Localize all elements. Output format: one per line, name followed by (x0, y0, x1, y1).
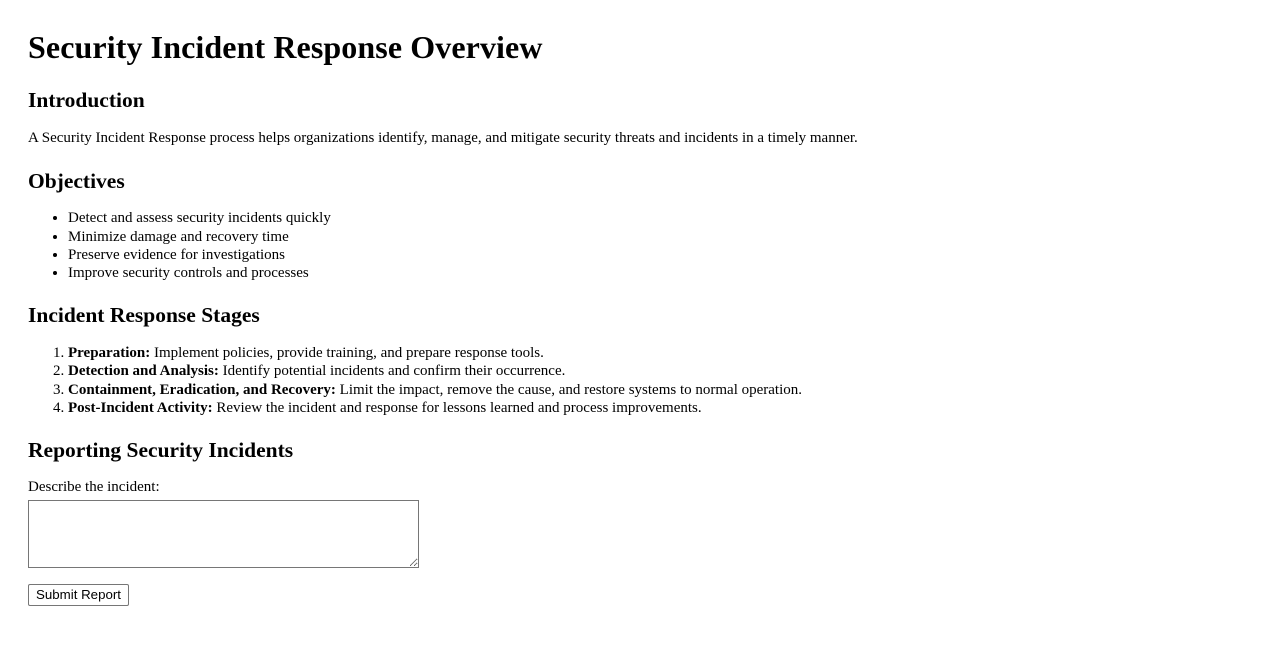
list-item (68, 362, 1250, 380)
section-heading-reporting-security-incidents: Reporting Security Incidents (28, 438, 294, 463)
section-heading-introduction: Introduction (28, 88, 145, 113)
incident-description-input[interactable] (28, 500, 419, 568)
list-item: • Minimize damage and recovery time (68, 228, 1250, 246)
objectives-list (28, 209, 1250, 282)
stage-name: Containment, Eradication, and Recovery: (68, 381, 336, 398)
incident-report-form (28, 479, 1250, 606)
stage-name: Preparation: (68, 345, 151, 362)
list-item (68, 344, 1250, 362)
submit-report-button[interactable]: Submit Report (28, 584, 129, 606)
stages-list (28, 344, 1250, 417)
list-item: • Preserve evidence for investigations (68, 246, 1250, 264)
stage-description: Implement policies, provide training, and prepare response tools. (153, 345, 544, 362)
page-title: Security Incident Response Overview (28, 29, 543, 65)
incident-description-label: Describe the incident: (28, 478, 160, 495)
stage-description: Identify potential incidents and confirm their occurrence. (222, 363, 566, 380)
stage-name: Post-Incident Activity: (68, 399, 213, 416)
introduction-paragraph: A Security Incident Response process helps organizations identify, manage, and mitigate security threats and incidents in a timely manner. (28, 129, 858, 146)
section-heading-objectives: Objectives (28, 168, 125, 193)
list-item (68, 381, 1250, 399)
stage-description: Limit the impact, remove the cause, and restore systems to normal operation. (339, 381, 803, 398)
stage-name: Detection and Analysis: (68, 363, 219, 380)
list-item: • Detect and assess security incidents quickly (68, 209, 1250, 227)
stage-description: Review the incident and response for lessons learned and process improvements. (216, 399, 702, 416)
section-heading-incident-response-stages: Incident Response Stages (28, 303, 260, 328)
list-item (68, 399, 1250, 417)
list-item: • Improve security controls and processes (68, 264, 1250, 282)
